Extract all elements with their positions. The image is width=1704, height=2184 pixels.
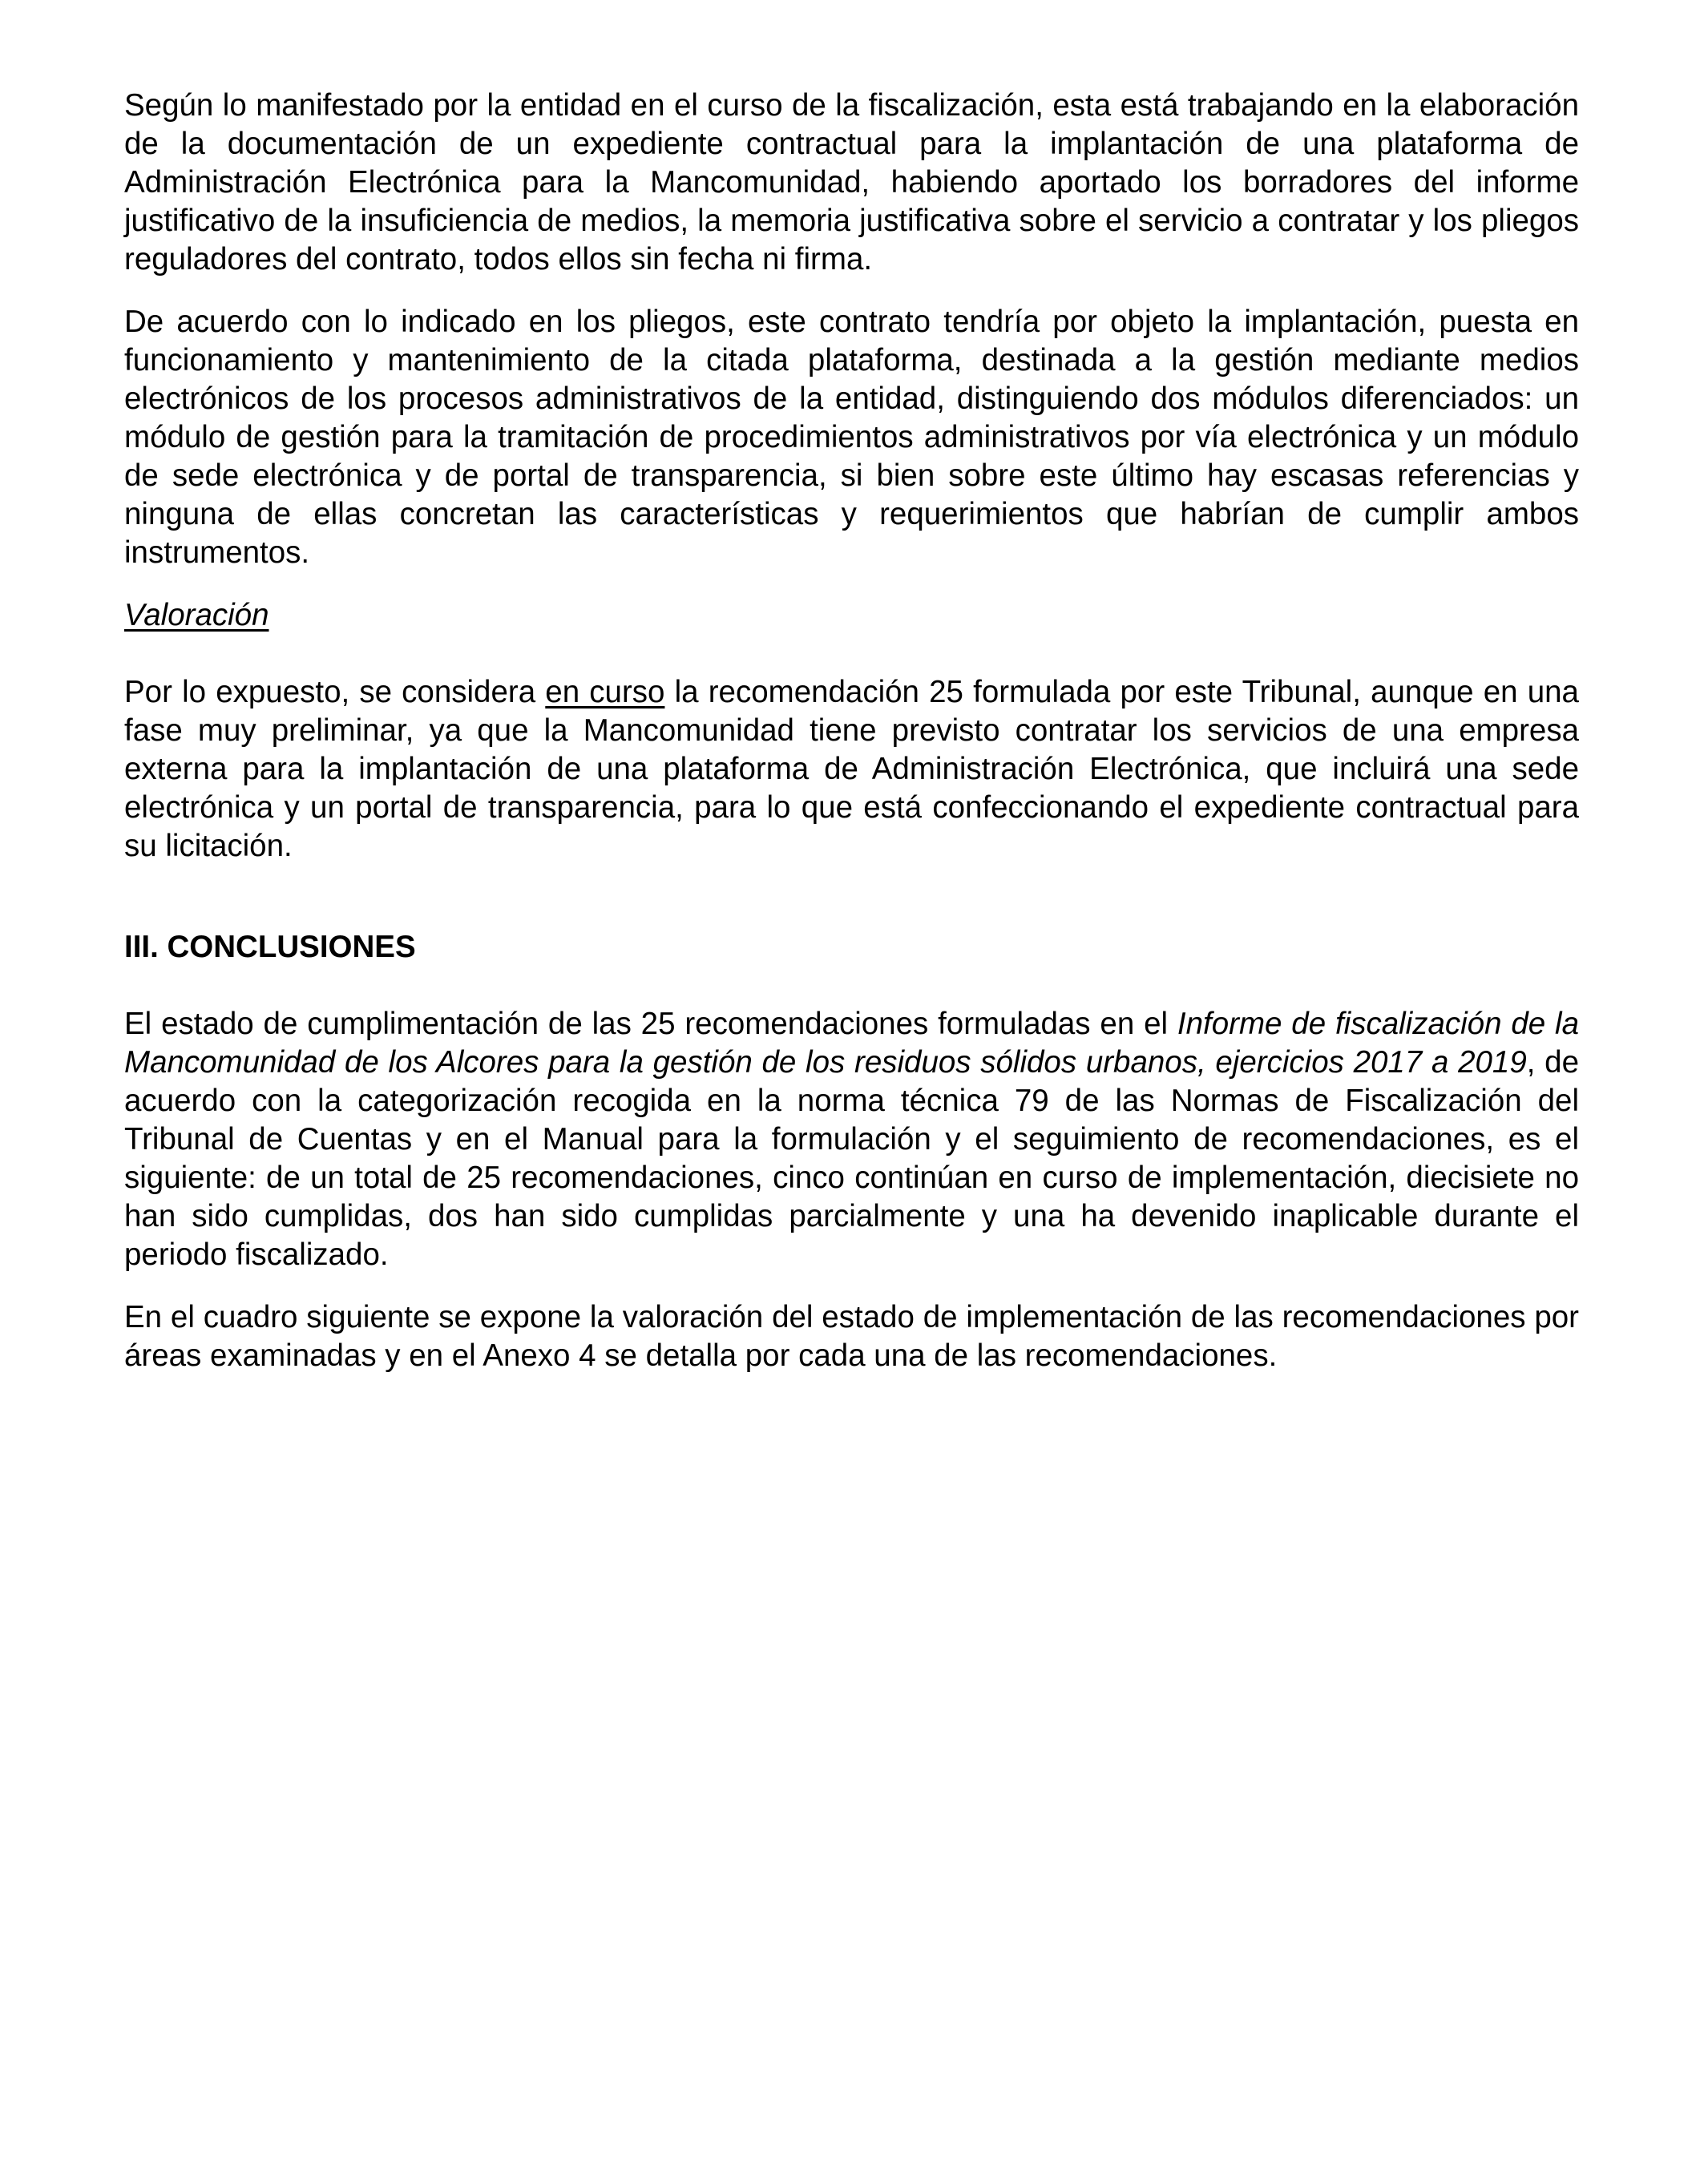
paragraph-fiscalizacion-status: Según lo manifestado por la entidad en el curso de la fiscalización, esta está trabajando en la elaboración de la documentación de un expediente contractual para la implantación de una plataforma de Administración Electrónica para la Mancomunidad, habiendo aportado los borradores del informe justificativo de la insuficiencia de medios, la memoria justificativa sobre el servicio a contratar y los pliegos reguladores del contrato, todos ellos sin fecha ni firma.	[124, 88, 1579, 277]
paragraph-cuadro-reference: En el cuadro siguiente se expone la valoración del estado de implementación de las recomendaciones por áreas examinadas y en el Anexo 4 se detalla por cada una de las recomendaciones.	[124, 1300, 1579, 1373]
document-page	[124, 87, 1579, 1399]
valoracion-text-start: Por lo expuesto, se considera	[124, 675, 546, 709]
status-en-curso: en curso	[545, 675, 665, 709]
summary-text-start: El estado de cumplimentación de las 25 recomendaciones formuladas en el	[124, 1007, 1177, 1041]
paragraph-contract-object: De acuerdo con lo indicado en los pliegos, este contrato tendría por objeto la implantación, puesta en funcionamiento y mantenimiento de la citada plataforma, destinada a la gestión mediante medios electrónicos de los procesos administrativos de la entidad, distinguiendo dos módulos diferenciados: un módulo de gestión para la tramitación de procedimientos administrativos por vía electrónica y un módulo de sede electrónica y de portal de transparencia, si bien sobre este último hay escasas referencias y ninguna de ellas concretan las características y requerimientos que habrían de cumplir ambos instrumentos.	[124, 305, 1579, 570]
summary-text-end: , de acuerdo con la categorización recogida en la norma técnica 79 de las Normas de Fiscalización del Tribunal de Cuentas y en el Manual para la formulación y el seguimiento de recomendaciones, es el siguiente: de un total de 25 recomendaciones, cinco continúan en curso de implementación, diecisiete no han sido cumplidas, dos han sido cumplidas parcialmente y una ha devenido inaplicable durante el periodo fiscalizado.	[124, 1045, 1579, 1272]
paragraph-valoracion	[124, 673, 1579, 866]
valoracion-heading: Valoración	[124, 598, 269, 632]
report-title: Informe de fiscalización de la Mancomunidad de los Alcores para la gestión de los residuos sólidos urbanos, ejercicios 2017 a 2019	[124, 1007, 1580, 1080]
conclusiones-heading: III. CONCLUSIONES	[124, 930, 416, 964]
valoracion-text-end: la recomendación 25 formulada por este Tribunal, aunque en una fase muy preliminar, ya que la Mancomunidad tiene previsto contratar los servicios de una empresa externa para la implantación de una plataforma de Administración Electrónica, que incluirá una sede electrónica y un portal de transparencia, para lo que está confeccionando el expediente contractual para su licitación.	[124, 675, 1579, 863]
section-spacer	[124, 890, 1579, 928]
paragraph-conclusiones-summary	[124, 1005, 1579, 1274]
